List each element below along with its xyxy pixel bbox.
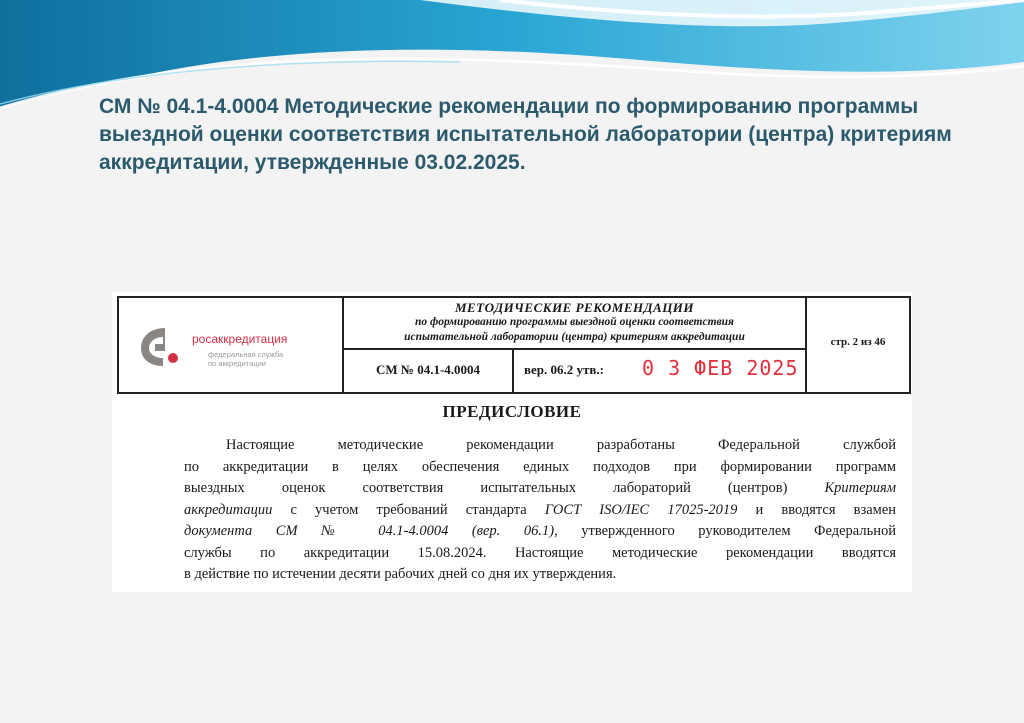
document-header-table (117, 296, 911, 394)
preface-body (184, 435, 896, 586)
preface-line-4-text: с учетом требований стандарта (290, 501, 527, 518)
preface-line-6: службы по аккредитации 15.08.2024. Настоящие методические рекомендации вводятся (184, 544, 896, 561)
document-excerpt (112, 292, 912, 592)
preface-line-3 (184, 478, 896, 500)
code-cell (344, 350, 514, 392)
preface-line-3-text: выездных оценок соответствия испытательных лабораторий (центров) (184, 480, 788, 496)
preface-heading: ПРЕДИСЛОВИЕ (442, 402, 582, 421)
version-cell (514, 350, 807, 392)
page-number: стр. 2 из 46 (830, 336, 886, 348)
preface-line-5 (184, 521, 896, 543)
slide-title: СМ № 04.1-4.0004 Методические рекомендации по формированию программы выездной оценки соответствия испытательной лаборатории (центра) критериям аккредитации, утвержденные 03.02.2025. (99, 95, 952, 174)
preface-line-5-text: , утвержденного руководителем Федеральной (554, 523, 896, 539)
logo-subtitle-line1: федеральная служба (208, 350, 284, 359)
rosaccreditation-logo-icon (135, 322, 183, 370)
criteria-reference: Критериям (824, 480, 897, 496)
document-code: СМ № 04.1-4.0004 (375, 362, 481, 377)
title-cell (344, 298, 807, 350)
previous-document-reference: документа СМ № 04.1-4.0004 (вер. 06.1) (184, 523, 555, 539)
preface-line-1: Настоящие методические рекомендации разработаны Федеральной службой (226, 437, 896, 453)
preface-line-4-end: и вводятся взамен (755, 501, 897, 518)
document-subtitle-line1: по формированию программы выездной оценки соответствия (415, 316, 734, 328)
preface-line-4 (184, 500, 896, 522)
preface-line-7: в действие по истечении десяти рабочих дней со дня их утверждения. (184, 566, 617, 582)
logo-subtitle-line2: по аккредитации (208, 359, 266, 368)
approval-date-stamp: 0 3 ФЕВ 2025 (642, 356, 799, 380)
logo-name: росаккредитация (192, 332, 288, 346)
document-subtitle-line2: испытательной лаборатории (центра) критериям аккредитации (404, 331, 745, 343)
criteria-reference-cont: аккредитации (184, 501, 273, 518)
logo-cell (119, 298, 344, 392)
standard-reference: ГОСТ ISO/IEC 17025-2019 (544, 501, 738, 518)
version-label: вер. 06.2 утв.: (524, 362, 605, 377)
preface-line-2: по аккредитации в целях обеспечения единых подходов при формировании программ (184, 458, 896, 475)
logo-subtitle (208, 350, 283, 368)
page-cell (807, 298, 909, 392)
document-type-title: МЕТОДИЧЕСКИЕ РЕКОМЕНДАЦИИ (454, 300, 695, 315)
